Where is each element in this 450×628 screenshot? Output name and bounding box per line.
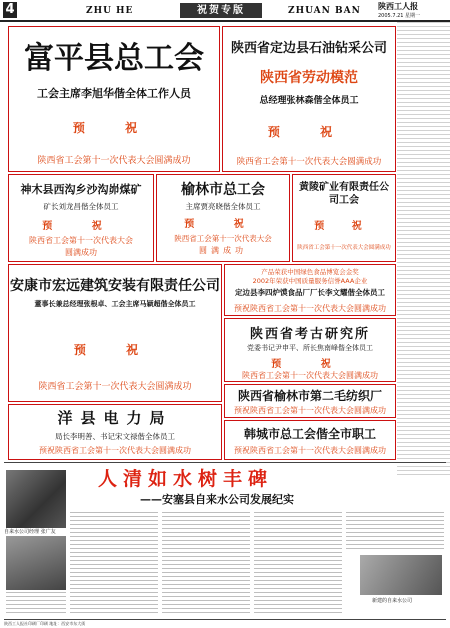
section-tag: 祝贺专版 bbox=[180, 3, 262, 18]
greeting: 预 祝 bbox=[314, 221, 374, 232]
greeting: 预 祝 bbox=[184, 219, 262, 230]
ad-congrats: 陕西省工会第十一次代表大会圆满成功 bbox=[236, 157, 382, 167]
ad-line: 董事长兼总经理张根卓、工会主席马颖超偕全体员工 bbox=[34, 300, 196, 308]
right-text-column bbox=[397, 22, 450, 477]
section-pinyin-right: ZHUAN BAN bbox=[288, 6, 361, 16]
feature-headline: 人清如水树丰碑 bbox=[98, 468, 274, 490]
photo-caption: 自来水公司经理 张广友 bbox=[4, 529, 56, 535]
ad-fuping bbox=[8, 26, 220, 172]
facility-photo bbox=[360, 555, 442, 595]
ad-congrats: 圆满成功 bbox=[65, 248, 97, 257]
ad-hancheng-union bbox=[224, 420, 396, 460]
ad-congrats: 陕西省工会第十一次代表大会圆满成功 bbox=[37, 156, 191, 166]
greeting: 预 祝 bbox=[42, 221, 120, 232]
ad-line: 产品荣获中国绿色食品博览会金奖 bbox=[261, 268, 359, 276]
ad-title: 富平县总工会 bbox=[24, 41, 204, 76]
ad-title: 陕西省考古研究所 bbox=[249, 327, 370, 342]
masthead: 陕西工人报 bbox=[378, 1, 418, 11]
greeting: 预 祝 bbox=[73, 343, 157, 357]
ad-line: 党委书记尹申平、所长焦南峰偕全体员工 bbox=[247, 344, 373, 352]
ad-title: 定边县李四炉馍食品厂厂长李文耀偕全体员工 bbox=[235, 288, 385, 297]
ad-congrats: 陕西省工会第十一次代表大会圆满成功 bbox=[242, 371, 378, 380]
article-photo bbox=[6, 536, 66, 590]
ad-title: 黄陵矿业有限责任公司工会 bbox=[299, 182, 389, 206]
section-pinyin-left: ZHU HE bbox=[86, 6, 134, 16]
page-header bbox=[0, 0, 450, 22]
page-footer: 陕西工人报社印刷厂印刷 地址：西安市东大街 bbox=[4, 619, 446, 627]
ad-yulin-union bbox=[156, 174, 290, 262]
ad-title: 陕西省榆林市第二毛纺织厂 bbox=[237, 389, 382, 403]
ad-congrats: 陕西省工会第十一次代表大会圆满成功 bbox=[38, 382, 192, 392]
ad-dingbian-food bbox=[224, 264, 396, 316]
greeting: 预 祝 bbox=[72, 121, 156, 135]
ad-congrats: 陕西省工会第十一次代表大会 bbox=[29, 236, 133, 245]
ad-title: 安康市宏远建筑安装有限责任公司 bbox=[10, 278, 220, 294]
feature-subheadline: ——安塞县自来水公司发展纪实 bbox=[140, 493, 294, 506]
ad-line: 矿长刘龙昌偕全体员工 bbox=[43, 202, 119, 211]
issue-date: 2005.7.21 星期一 bbox=[378, 13, 421, 19]
ad-congrats: 圆满成功 bbox=[199, 246, 247, 255]
ad-congrats: 陕西省工会第十一次代表大会 bbox=[174, 234, 272, 243]
ad-line: 主席贾亮晓偕全体员工 bbox=[185, 202, 261, 211]
ad-shenmu-coal bbox=[8, 174, 154, 262]
article-text bbox=[6, 592, 66, 616]
ad-title: 洋县电力局 bbox=[57, 409, 173, 427]
article-text bbox=[162, 512, 250, 616]
ad-congrats: 预祝陕西省工会第十一次代表大会圆满成功 bbox=[234, 446, 386, 455]
manager-photo bbox=[6, 470, 66, 528]
ad-line: 局长李明善、书记宋文禄偕全体员工 bbox=[55, 432, 175, 441]
ad-congrats: 预祝陕西省工会第十一次代表大会圆满成功 bbox=[39, 446, 191, 455]
ad-congrats: 陕西省工会第十一次代表大会圆满成功 bbox=[297, 245, 391, 251]
ad-congrats: 预祝陕西省工会第十一次代表大会圆满成功 bbox=[234, 304, 386, 313]
ad-dingbian-oil bbox=[222, 26, 396, 172]
ad-line: 陕西省劳动模范 bbox=[260, 70, 358, 86]
article-text bbox=[254, 512, 342, 616]
ad-yangxian-power bbox=[8, 404, 222, 460]
ad-huangling-mining bbox=[292, 174, 396, 262]
ad-title: 神木县西沟乡沙沟峁煤矿 bbox=[20, 183, 142, 196]
feature-divider bbox=[4, 462, 446, 463]
ad-title: 陕西省定边县石油钻采公司 bbox=[230, 41, 387, 56]
ad-title: 榆林市总工会 bbox=[181, 182, 265, 198]
ad-congrats: 预祝陕西省工会第十一次代表大会圆满成功 bbox=[234, 406, 386, 415]
ad-line: 2002年荣获中国质量服务信誉AAA企业 bbox=[252, 277, 368, 285]
ad-line: 工会主席李旭华偕全体工作人员 bbox=[37, 87, 191, 100]
page-number: 4 bbox=[3, 2, 17, 18]
ad-archaeology-institute bbox=[224, 318, 396, 382]
ad-title: 韩城市总工会偕全市职工 bbox=[243, 427, 376, 441]
ad-yulin-textile bbox=[224, 384, 396, 418]
article-text bbox=[70, 512, 158, 616]
ad-line: 总经理张林森偕全体员工 bbox=[259, 96, 359, 106]
greeting: 预 祝 bbox=[271, 359, 349, 370]
photo-caption: 新建的自来水公司 bbox=[372, 598, 413, 604]
article-text bbox=[346, 512, 444, 552]
greeting: 预 祝 bbox=[267, 125, 351, 139]
ad-ankang-construction bbox=[8, 264, 222, 402]
